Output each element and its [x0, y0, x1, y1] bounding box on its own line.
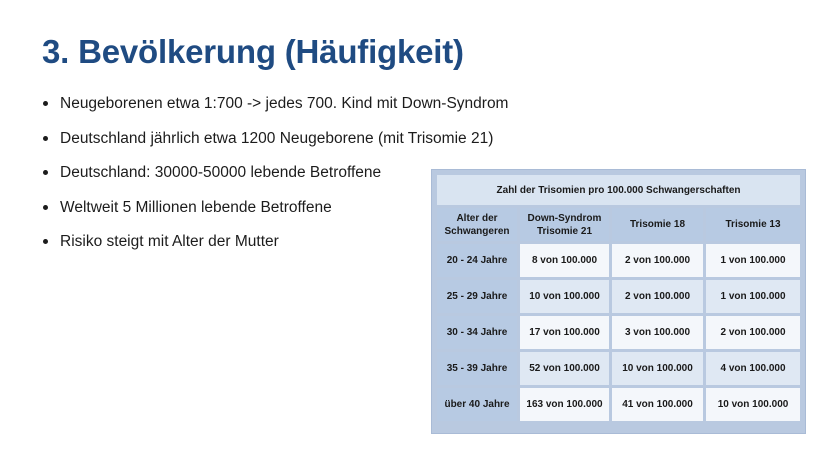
header-age-line2: Schwangeren: [444, 225, 510, 237]
header-down-syndrom: [520, 208, 609, 241]
bullet-item: [43, 92, 508, 127]
bullet-text: Neugeborenen etwa 1:700 -> jedes 700. Kind mit Down-Syndrom: [60, 95, 509, 112]
header-down-line1: Down-Syndrom: [527, 212, 602, 224]
cell-t13: 1 von 100.000: [706, 280, 800, 313]
cell-age: über 40 Jahre: [437, 388, 517, 421]
cell-t21: 10 von 100.000: [520, 280, 609, 313]
table-row: [437, 280, 800, 313]
cell-age: 35 - 39 Jahre: [437, 352, 517, 385]
cell-age: 25 - 29 Jahre: [437, 280, 517, 313]
bullet-dot-icon: [43, 170, 48, 175]
cell-t18: 2 von 100.000: [612, 280, 703, 313]
bullet-text: Deutschland: 30000-50000 lebende Betroffene: [60, 164, 382, 181]
header-t18-label: Trisomie 18: [629, 219, 686, 230]
cell-t21: 8 von 100.000: [520, 244, 609, 277]
cell-t18: 2 von 100.000: [612, 244, 703, 277]
trisomy-table: [434, 172, 803, 424]
table-header-row: [437, 208, 800, 241]
bullet-dot-icon: [43, 239, 48, 244]
cell-t18: 41 von 100.000: [612, 388, 703, 421]
bullet-dot-icon: [43, 136, 48, 141]
cell-age: 30 - 34 Jahre: [437, 316, 517, 349]
trisomy-table-image: [432, 170, 805, 433]
cell-t18: 3 von 100.000: [612, 316, 703, 349]
cell-t13: 10 von 100.000: [706, 388, 800, 421]
cell-t13: 1 von 100.000: [706, 244, 800, 277]
table-caption-row: [437, 175, 800, 205]
bullet-item: [43, 127, 508, 162]
cell-t18: 10 von 100.000: [612, 352, 703, 385]
bullet-dot-icon: [43, 205, 48, 210]
bullet-text: Weltweit 5 Millionen lebende Betroffene: [60, 198, 332, 216]
table-row: [437, 244, 800, 277]
header-age: [437, 208, 517, 241]
table-row: [437, 388, 800, 421]
header-trisomie-13: [706, 208, 800, 241]
cell-t13: 2 von 100.000: [706, 316, 800, 349]
cell-t21: 17 von 100.000: [520, 316, 609, 349]
cell-t13: 4 von 100.000: [706, 352, 800, 385]
bullet-text: Risiko steigt mit Alter der Mutter: [60, 233, 279, 250]
slide-title: 3. Bevölkerung (Häufigkeit): [42, 33, 464, 70]
table-row: [437, 352, 800, 385]
table-row: [437, 316, 800, 349]
header-age-line1: Alter der: [456, 212, 498, 224]
header-down-line2: Trisomie 21: [536, 225, 593, 237]
header-t13-label: Trisomie 13: [725, 219, 781, 230]
cell-age: 20 - 24 Jahre: [437, 244, 517, 277]
cell-t21: 163 von 100.000: [520, 388, 609, 421]
cell-t21: 52 von 100.000: [520, 352, 609, 385]
bullet-text: Deutschland jährlich etwa 1200 Neugeborene (mit Trisomie 21): [60, 129, 494, 147]
header-trisomie-18: [612, 208, 703, 241]
bullet-dot-icon: [43, 101, 48, 106]
table-caption: Zahl der Trisomien pro 100.000 Schwangerschaften: [437, 175, 800, 205]
